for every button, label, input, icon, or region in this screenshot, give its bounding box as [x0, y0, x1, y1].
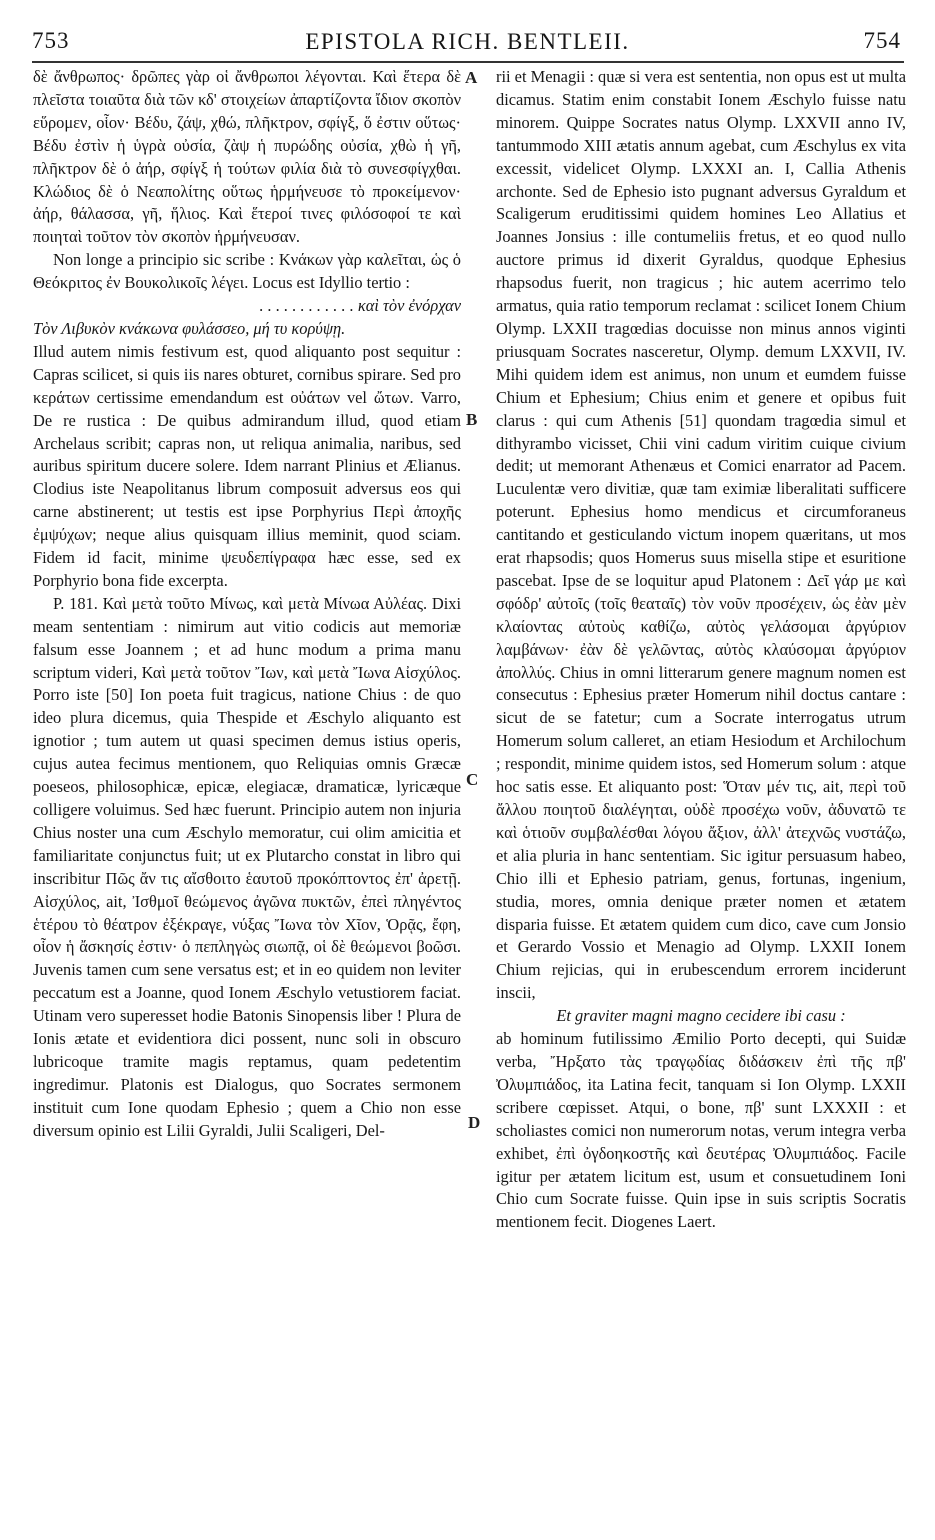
- page-number-left: 753: [32, 28, 70, 53]
- right-column: [496, 66, 906, 1486]
- paragraph: ab hominum futilissimo Æmilio Porto decepti, qui Suidæ verba, Ἤρξατο τὰς τραγῳδίας διδάσκειν ἐπὶ τῆς πβ' Ὀλυμπιάδος, ita Latina fecit, tanquam si Ion Olymp. LXXII scribere cœpisset. Atqui, o bone, πβ' sunt LXXXII : et scholiastes comici non numerorum notas, verum integra verba exhibet, ἐπὶ ὀγδοηκοστῆς καὶ δευτέρας Ὀλυμπιάδος. Facile igitur per ætatem licitum est, usum et consuetudinem Ioni Chio cum Socrate fuisse. Quin ipse in suis scriptis Socratis mentionem fecit. Diogenes Laert.: [496, 1029, 906, 1232]
- margin-marker-a: A: [465, 68, 478, 87]
- margin-marker-b: B: [466, 410, 478, 429]
- paragraph: rii et Menagii : quæ si vera est sententia, non opus est ut multa dicamus. Statim enim constabit Ionem Æschylo fuisse natu minorem. Quippe Socrates natus Olymp. LXXVII anno IV, tantummodo XIII ætatis annum agebat, cum Æschylus ex vita excessit, videlicet Olymp. LXXXI an. I, Callia Athenis archonte. Sed de Ephesio isto pugnant adversus Gyraldum et Scaligerum eruditissimi quidem homines Leo Allatius et Joannes Jonsius : ille contumeliis fretus, et eo quod nullo auctore primus id dixerit Gyraldus, quodque Ephesius rhapsodus fuerit, non tragicus ; hic autem acerrimo telo armatus, quia ratio temporum reclamat : scilicet Ionem Chium Olymp. LXXII tragœdias docuisse non minus annos viginti priusquam Socrates nasceretur, Olymp. demum LXXVII, IV. Mihi quidem idem est animus, non unum et eumdem fuisse Chium et Ephesium; Chius enim et genere et opibus fuit clarus : qui cum Athenis [51] quondam tragœdia simul et dithyrambo vicisset, Chii vini cadum viritim cuique civium dedit; ut memorant Athenæus et Comici enarrator ad Pacem. Luculentæ vero divitiæ, quæ tam eximiæ liberalitati sufficere poterunt. Ephesius homo mendicus et circumforaneus cantitando et gesticulando victum inopem quæritans, ut mos erat rhapsodis; quos Homerus suus misella stipe et esuritione pascebat. Ipse de se loquitur apud Platonem : Δεῖ γάρ με καὶ σφόδρ' αὐτοῖς (τοῖς θεαταῖς) τὸν νοῦν προσέχειν, ὡς ἐὰν μὲν κλαίοντας αὐτοὺς καθίζω, αὐτὸς γελάσομαι ἀργύριον λαμβάνων· ἐὰν δὲ γελῶντας, αὐτὸς κλαύσομαι ἀργύριον ἀπολλύς. Chius in omni litterarum genere magnum nomen est consecutus : Ephesius præter Homerum nihil doctus cantare : sicut de se fatetur; cum a Socrate interrogatus utrum Homerum solum calleret, an etiam Hesiodum et Archilochum ; respondit, minime quidem istos, sed Homerum solum : atque hoc satis esse. Et aliquanto post: Ὅταν μέν τις, ait, περὶ τοῦ ἄλλου ποιητοῦ διαλέγηται, οὐδὲ προσέχω νοῦν, ἀδυνατῶ τε καὶ ὁτιοῦν συμβαλέσθαι λόγου ἄξιον, ἀλλ' ἀτεχνῶς νυστάζω, et alia pluria in hanc sententiam. Sic igitur persuasum habeo, Chio illi et Ephesio patriam, genus, fortunas, ingenium, studia, mores, omnia denique præter nomen et ætatem disparia fuisse. Et ætatem quidem cum dico, cave cum Jonsio et Gerardo Vossio et Menagio ad Olymp. LXXII Ionem Chium rejicias, qui in erubescendum errorem inciderunt inscii,: [496, 67, 906, 1003]
- verse-line: Et graviter magni magno cecidere ibi casu :: [556, 1006, 846, 1026]
- verse-line: Τὸν Λιβυκὸν κνάκωνα φυλάσσεο, μή τυ κορύψῃ.: [33, 318, 346, 338]
- margin-marker-d: D: [468, 1113, 481, 1132]
- paragraph: Illud autem nimis festivum est, quod aliquanto post sequitur : Capras scilicet, si quis iis nares obturet, cornibus spirare. Sed pro κεράτων certissime emendandum est οὐάτων vel ὤτων. Varro, De re rustica : De quibus admirandum illud, quod etiam Archelaus scribit; capras non, ut reliqua animalia, naribus, sed auribus spiritum ducere solere. Idem narrant Plinius et Ælianus. Clodius iste Neapolitanus librum composuit adversus eos qui carne abstinerent; ut testis est ipse Porphyrius Περὶ ἀποχῆς ἐμψύχων; neque alius quisquam illius meminit, quod sciam. Fidem id facit, minime ψευδεπίγραφα hæc esse, sed ex Porphyrio bona fide excerpta.: [33, 341, 461, 590]
- verse-line: . . . . . . . . . . . . καὶ τὸν ἐνόρχαν: [259, 296, 461, 316]
- left-column: [33, 66, 461, 1486]
- running-header: [0, 28, 935, 62]
- page-number-right: 754: [863, 28, 901, 53]
- running-title: EPISTOLA RICH. BENTLEII.: [305, 29, 630, 54]
- paragraph: δὲ ἄνθρωπος· δρῶπες γὰρ οἱ ἄνθρωποι λέγονται. Καὶ ἕτερα δὲ πλεῖστα τοιαῦτα διὰ τῶν κδ' στοιχείων ἀπαρτίζοντα ἴδιον σκοπὸν εὕρομεν, οἷον· Βέδυ, ζάψ, χθώ, πλῆκτρον, σφίγξ, ὅ ἐστιν οὕτως· Βέδυ ἐστὶν ἡ ὑγρὰ οὐσία, ζὰψ ἡ πυρώδης οὐσία, χθὼ ἡ γῆ, πλῆκτρον δὲ ὁ ἀήρ, σφίγξ ἡ τούτων φιλία διὰ τὸ συνεσφίγχθαι. Κλώδιος δὲ ὁ Νεαπολίτης οὕτως ἡρμήνευσε τὸ προκείμενον· ἀήρ, θάλασσα, γῆ, ἥλιος. Καὶ ἕτεροί τινες φιλόσοφοί τε καὶ ποιηταὶ τοῦτον τὸν σκοπὸν ἡρμήνευσαν.: [33, 67, 461, 247]
- paragraph: Non longe a principio sic scribe : Κνάκων γὰρ καλεῖται, ὡς ὁ Θεόκριτος ἐν Βουκολικοῖς λέγει. Locus est Idyllio tertio :: [33, 250, 461, 293]
- paragraph: P. 181. Καὶ μετὰ τοῦτο Μίνως, καὶ μετὰ Μίνωα Αὐλέας. Dixi meam sententiam : nimirum aut vitio codicis aut memoriæ falsum esse Joannem ; et ad hunc modum a prima manu scriptum videri, Καὶ μετὰ τοῦτον Ἴων, καὶ μετὰ Ἴωνα Αἰσχύλος. Porro iste [50] Ion poeta fuit tragicus, natione Chius : de quo ideo plura dicemus, quia Thespide et Æschylo aliquanto est ignotior ; tum autem ut quasi specimen demus istius operis, cujus autea fecimus mentionem, quo Reliquias omnis Græcæ poeseos, philosophicæ, epicæ, elegiacæ, dramaticæ, lyricæque colligere voluimus. Sed hæc fuerunt. Principio autem non injuria Chius noster una cum Æschylo memoratur, cui olim amicitia et familiaritate conjunctus fuit; ut ex Plutarcho constat in libro qui inscribitur Πῶς ἄν τις αἴσθοιτο ἑαυτοῦ προκόπτοντος ἐπ' ἀρετῇ. Αἰσχύλος, ait, Ἰσθμοῖ θεώμενος ἀγῶνα πυκτῶν, ἐπεὶ πληγέντος ἑτέρου τὸ θέατρον ἐξέκραγε, νύξας Ἴωνα τὸν Χῖον, Ὁρᾷς, ἔφη, οἷον ἡ ἄσκησίς ἐστιν· ὁ πεπληγὼς σιωπᾷ, οἱ δὲ θεώμενοι βοῶσι. Juvenis tamen cum sene versatus est; et in eo quidem non leviter peccatum est a Joanne, quod Ionem Æschylo vetustiorem faciat. Utinam vero superesset hodie Batonis Sinopensis liber ! Plura de Ionis ætate et evidentiora dici possent, nunc soli in obscuro lubricoque tramite magis reptamus, quam pedetentim ingredimur. Platonis est Dialogus, quo Socrates sermonem instituit cum Ione quodam Ephesio ; quem a Chio non esse diversum opinio est Lilii Gyraldi, Julii Scaligeri, Del-: [33, 593, 461, 1140]
- header-rule: [32, 61, 904, 63]
- margin-marker-c: C: [466, 770, 479, 789]
